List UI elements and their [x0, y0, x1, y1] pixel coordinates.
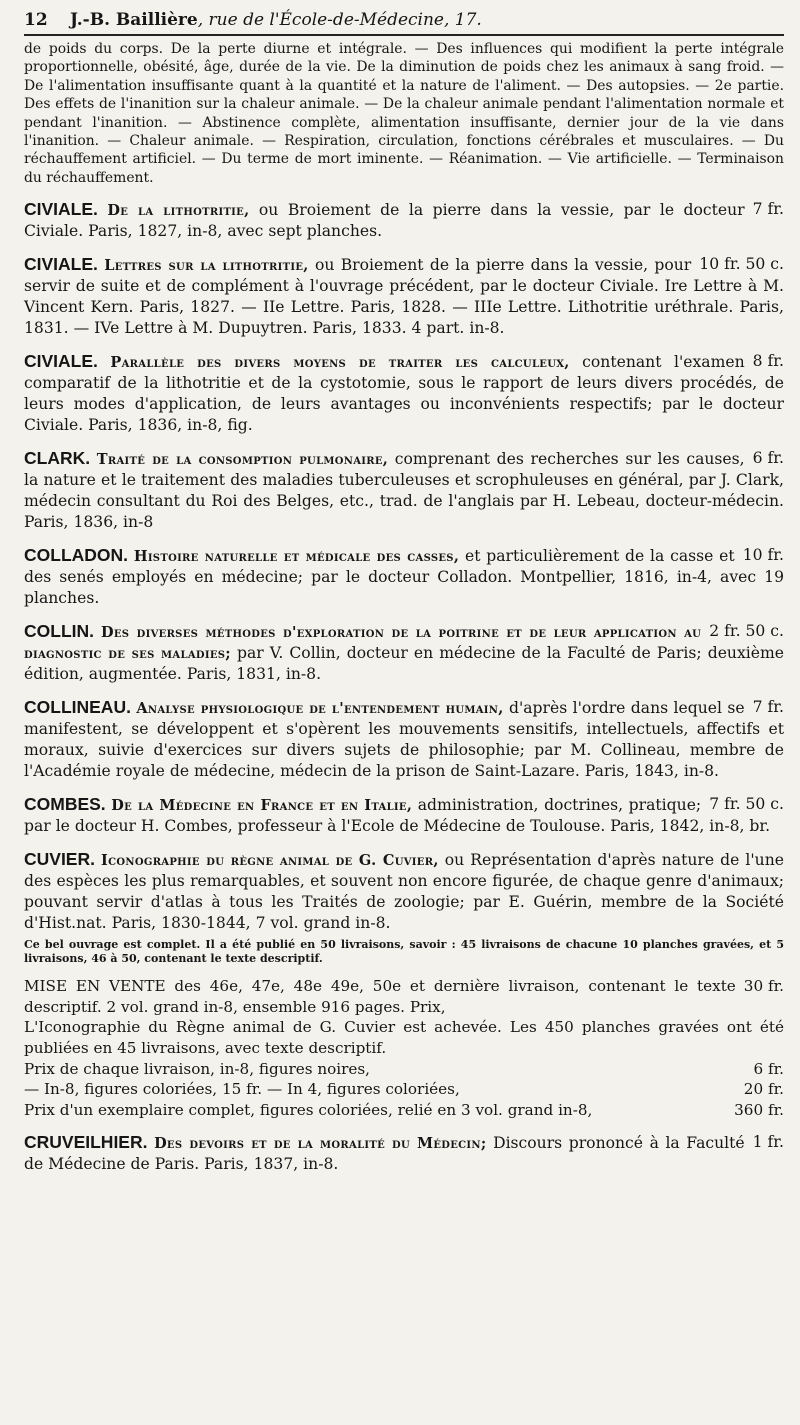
entry-description: ou Broiement de la pierre dans la vessie, par le docteur Civiale. Paris, 1827, in-8, avec sept planches.	[24, 201, 745, 241]
catalog-entry	[24, 351, 784, 436]
entry-title: Des devoirs et de la moralité du Médecin;	[154, 1135, 487, 1153]
catalog-entry	[24, 1132, 784, 1175]
catalog-entry	[24, 621, 784, 685]
price-label: Prix de chaque livraison, in-8, figures noires,	[24, 1059, 371, 1078]
continued-entry-text: de poids du corps. De la perte diurne et intégrale. — Des influences qui modifient la perte intégrale proportionnelle, obésité, âge, durée de la vie. De la diminution de poids chez les animaux à sang froid. — De l'alimentation insuffisante quant à la quantité et la nature de l'aliment. — Des autopsies. — 2e partie. Des effets de l'inanition sur la chaleur animale. — De la chaleur animale pendant l'alimentation normale et pendant l'inanition. — Abstinence complète, alimentation insuffisante, dernier jour de la vie dans l'inanition. — Chaleur animale. — Respiration, circulation, fonctions cérébrales et musculaires. — Du réchauffement artificiel. — Du terme de mort iminente. — Réanimation. — Vie artificielle. — Terminaison du réchauffement.	[24, 41, 784, 186]
catalog-entry	[24, 697, 784, 782]
entry-author: CLARK.	[24, 448, 91, 469]
publisher-name: J.-B. Baillière	[70, 10, 198, 30]
entry-title: Traité de la consomption pulmonaire,	[96, 451, 389, 469]
entry-description: comprenant des recherches sur les causes, la nature et le traitement des maladies tuberculeuses et scrophuleuses en général, par J. Clark, médecin consultant du Roi des Belges, etc., trad. de l'anglais par H. Lebeau, docteur-médecin. Paris, 1836, in-8	[24, 450, 784, 532]
entry-author: CUVIER.	[24, 849, 95, 870]
entry-title: De la lithotritie,	[107, 202, 250, 220]
entry-price: 7 fr. 50 c.	[709, 795, 784, 814]
entry-author: CRUVEILHIER.	[24, 1132, 148, 1153]
price-value: 6 fr.	[753, 1059, 784, 1078]
completion-notice: L'Iconographie du Règne animal de G. Cuvier est achevée. Les 450 planches gravées ont été publiées en 45 livraisons, avec texte descriptif.	[24, 1018, 784, 1058]
sale-price: 30 fr.	[743, 977, 784, 996]
entry-author: CIVIALE.	[24, 254, 98, 275]
entry-price: 1 fr.	[752, 1133, 784, 1152]
entry-title: Iconographie du règne animal de G. Cuvier,	[101, 852, 439, 870]
entry-author: COLLIN.	[24, 621, 94, 642]
entry-title: Analyse physiologique de l'entendement humain,	[136, 700, 504, 718]
catalog-content	[24, 40, 784, 1175]
publisher-address: , rue de l'École-de-Médecine, 17.	[197, 10, 482, 30]
price-row	[24, 1079, 784, 1100]
running-title	[70, 10, 482, 30]
entry-title: Des diverses méthodes d'exploration de la poitrine et de leur application au diagnostic de ses maladies;	[24, 624, 702, 663]
entry-title: Lettres sur la lithotritie,	[104, 257, 309, 275]
entry-description: Discours prononcé à la Faculté de Médecine de Paris. Paris, 1837, in-8.	[24, 1134, 745, 1174]
sale-notice	[24, 976, 784, 1017]
entry-price: 10 fr.	[742, 546, 784, 565]
entry-author: CIVIALE.	[24, 351, 98, 372]
price-value: 20 fr.	[743, 1080, 784, 1099]
entry-price: 10 fr. 50 c.	[699, 255, 784, 274]
price-row	[24, 1100, 784, 1121]
entry-description: administration, doctrines, pratique; par le docteur H. Combes, professeur à l'Ecole de Médecine de Toulouse. Paris, 1842, in-8, br.	[24, 796, 771, 836]
page-header	[24, 4, 784, 36]
page-number: 12	[24, 10, 48, 30]
entry-price: 2 fr. 50 c.	[709, 622, 784, 641]
price-row	[24, 1059, 784, 1080]
entry-description: contenant l'examen comparatif de la lithotritie et de la cystotomie, sous le rapport de leurs divers procédés, de leurs modes d'application, de leurs avantages ou inconvénients respectifs; par le docteur Civiale. Paris, 1836, in-8, fig.	[24, 353, 784, 435]
sale-text: MISE EN VENTE des 46e, 47e, 48e 49e, 50e et dernière livraison, contenant le texte descriptif. 2 vol. grand in-8, ensemble 916 pages. Prix,	[24, 977, 736, 1016]
entry-description: d'après l'ordre dans lequel se manifestent, se développent et s'opèrent les mouvements sensitifs, intellectuels, affectifs et moraux, suivie d'exercices sur divers sujets de philosophie; par M. Collineau, membre de l'Académie royale de médecine, médecin de la prison de Saint-Lazare. Paris, 1843, in-8.	[24, 699, 784, 781]
price-label: Prix d'un exemplaire complet, figures coloriées, relié en 3 vol. grand in-8,	[24, 1100, 593, 1119]
entry-author: COMBES.	[24, 794, 106, 815]
entry-description: et particulièrement de la casse et des senés employés en médecine; par le docteur Colladon. Montpellier, 1816, in-4, avec 19 planches.	[24, 547, 784, 608]
entry-price: 7 fr.	[752, 698, 784, 717]
entry-title: Parallèle des divers moyens de traiter les calculeux,	[110, 354, 570, 372]
entry-price: 6 fr.	[752, 449, 784, 468]
entry-note: Ce bel ouvrage est complet. Il a été publié en 50 livraisons, savoir : 45 livraisons de chacune 10 planches gravées, et 5 livraisons, 46 à 50, contenant le texte descriptif.	[24, 938, 784, 966]
entry-author: COLLADON.	[24, 545, 129, 566]
catalog-entry	[24, 448, 784, 533]
entry-author: CIVIALE.	[24, 199, 98, 220]
entry-author: COLLINEAU.	[24, 697, 131, 718]
price-label: — In-8, figures coloriées, 15 fr. — In 4, figures coloriées,	[24, 1080, 460, 1099]
catalog-entry	[24, 794, 784, 837]
entry-title: De la Médecine en France et en Italie,	[111, 797, 413, 815]
catalog-entry	[24, 254, 784, 339]
entry-description: ou Représentation d'après nature de l'une des espèces les plus remarquables, et souvent non encore figurée, de chaque genre d'animaux; pouvant servir d'atlas à tous les Traités de zoologie; par E. Guérin, membre de la Société d'Hist.nat. Paris, 1830-1844, 7 vol. grand in-8.	[24, 851, 784, 933]
catalog-entry	[24, 199, 784, 242]
entry-description: ou Broiement de la pierre dans la vessie, pour servir de suite et de complément à l'ouvrage précédent, par le docteur Civiale. Ire Lettre à M. Vincent Kern. Paris, 1827. — IIe Lettre. Paris, 1828. — IIIe Lettre. Lithotritie uréthrale. Paris, 1831. — IVe Lettre à M. Dupuytren. Paris, 1833. 4 part. in-8.	[24, 256, 784, 338]
entry-title: Histoire naturelle et médicale des casses,	[133, 548, 460, 566]
entry-price: 8 fr.	[752, 352, 784, 371]
entry-description: par V. Collin, docteur en médecine de la Faculté de Paris; deuxième édition, augmentée. Paris, 1831, in-8.	[24, 644, 784, 684]
entry-price: 7 fr.	[752, 200, 784, 219]
catalog-entry-cuvier	[24, 849, 784, 1120]
catalog-entry	[24, 545, 784, 609]
price-value: 360 fr.	[734, 1100, 784, 1119]
